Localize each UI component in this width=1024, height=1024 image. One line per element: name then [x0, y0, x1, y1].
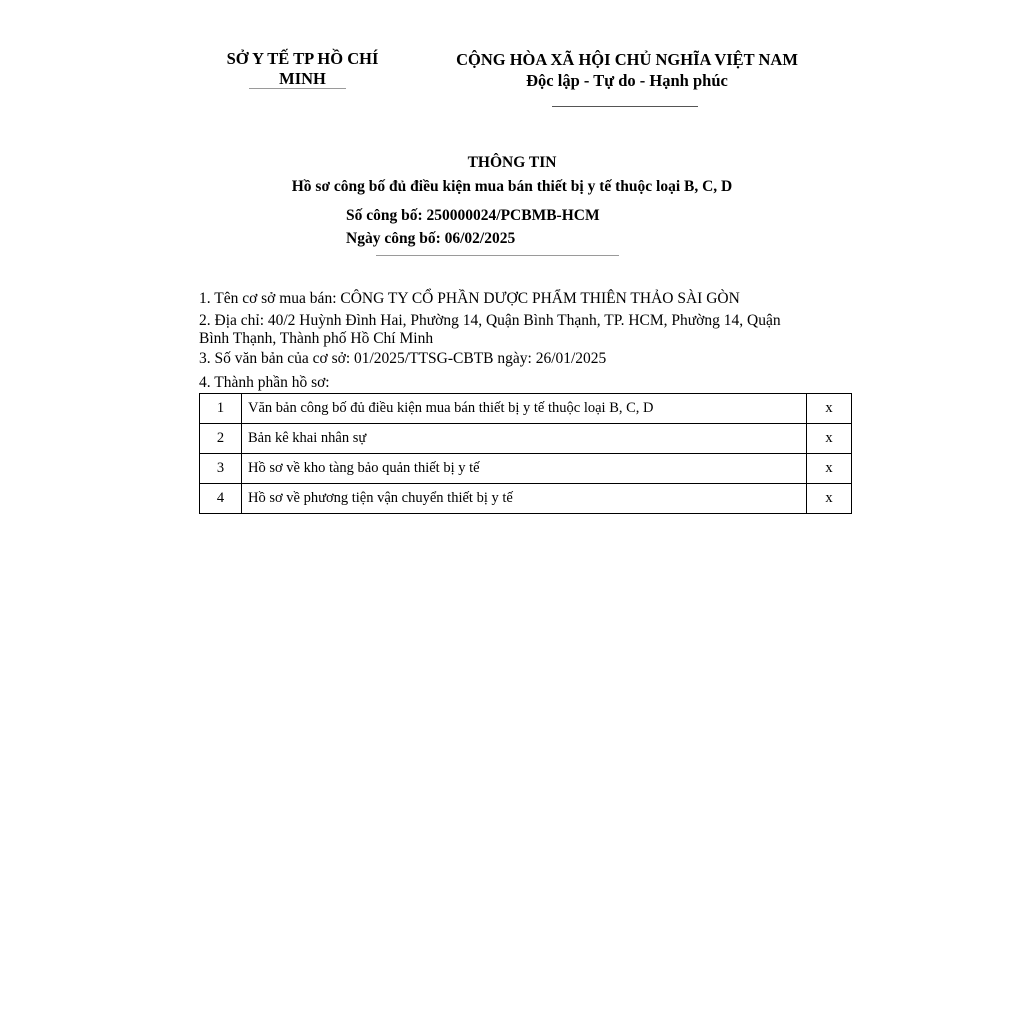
- facility-address: 2. Địa chỉ: 40/2 Huỳnh Đình Hai, Phường 14, Quận Bình Thạnh, TP. HCM, Phường 14, Quận Bình Thạnh, Thành phố Hồ Chí Minh: [199, 312, 781, 347]
- component-mark: x: [807, 394, 852, 424]
- component-mark: x: [807, 454, 852, 484]
- row-number: 4: [200, 484, 242, 514]
- dossier-components-table: [199, 393, 852, 514]
- national-header: [418, 49, 836, 91]
- table-row: [200, 484, 852, 514]
- publication-underline: [376, 255, 619, 256]
- component-name: Văn bản công bố đủ điều kiện mua bán thiết bị y tế thuộc loại B, C, D: [242, 394, 807, 424]
- issuing-agency-line2: MINH: [279, 69, 326, 88]
- table-row: [200, 454, 852, 484]
- component-mark: x: [807, 484, 852, 514]
- national-motto: Độc lập - Tự do - Hạnh phúc: [526, 71, 728, 90]
- component-name: Hồ sơ về kho tàng bảo quản thiết bị y tế: [242, 454, 807, 484]
- table-row: [200, 424, 852, 454]
- row-number: 2: [200, 424, 242, 454]
- facility-name: 1. Tên cơ sở mua bán: CÔNG TY CỔ PHẦN DƯỢC PHẨM THIÊN THẢO SÀI GÒN: [199, 290, 740, 307]
- publication-date: Ngày công bố: 06/02/2025: [346, 230, 516, 247]
- component-name: Hồ sơ về phương tiện vận chuyển thiết bị y tế: [242, 484, 807, 514]
- row-number: 3: [200, 454, 242, 484]
- dossier-components-label: 4. Thành phần hồ sơ:: [199, 374, 330, 391]
- agency-underline: [249, 88, 346, 89]
- table-row: [200, 394, 852, 424]
- document-title: THÔNG TIN: [467, 154, 557, 171]
- row-number: 1: [200, 394, 242, 424]
- motto-underline: [552, 106, 698, 107]
- issuing-agency: [205, 49, 400, 89]
- publication-number: Số công bố: 250000024/PCBMB-HCM: [346, 207, 600, 224]
- document-subtitle: Hồ sơ công bố đủ điều kiện mua bán thiết bị y tế thuộc loại B, C, D: [291, 178, 733, 195]
- facility-document-number: 3. Số văn bản của cơ sở: 01/2025/TTSG-CBTB ngày: 26/01/2025: [199, 350, 607, 367]
- nation-name: CỘNG HÒA XÃ HỘI CHỦ NGHĨA VIỆT NAM: [456, 50, 798, 69]
- component-name: Bản kê khai nhân sự: [242, 424, 807, 454]
- issuing-agency-line1: SỞ Y TẾ TP HỒ CHÍ: [226, 49, 379, 68]
- component-mark: x: [807, 424, 852, 454]
